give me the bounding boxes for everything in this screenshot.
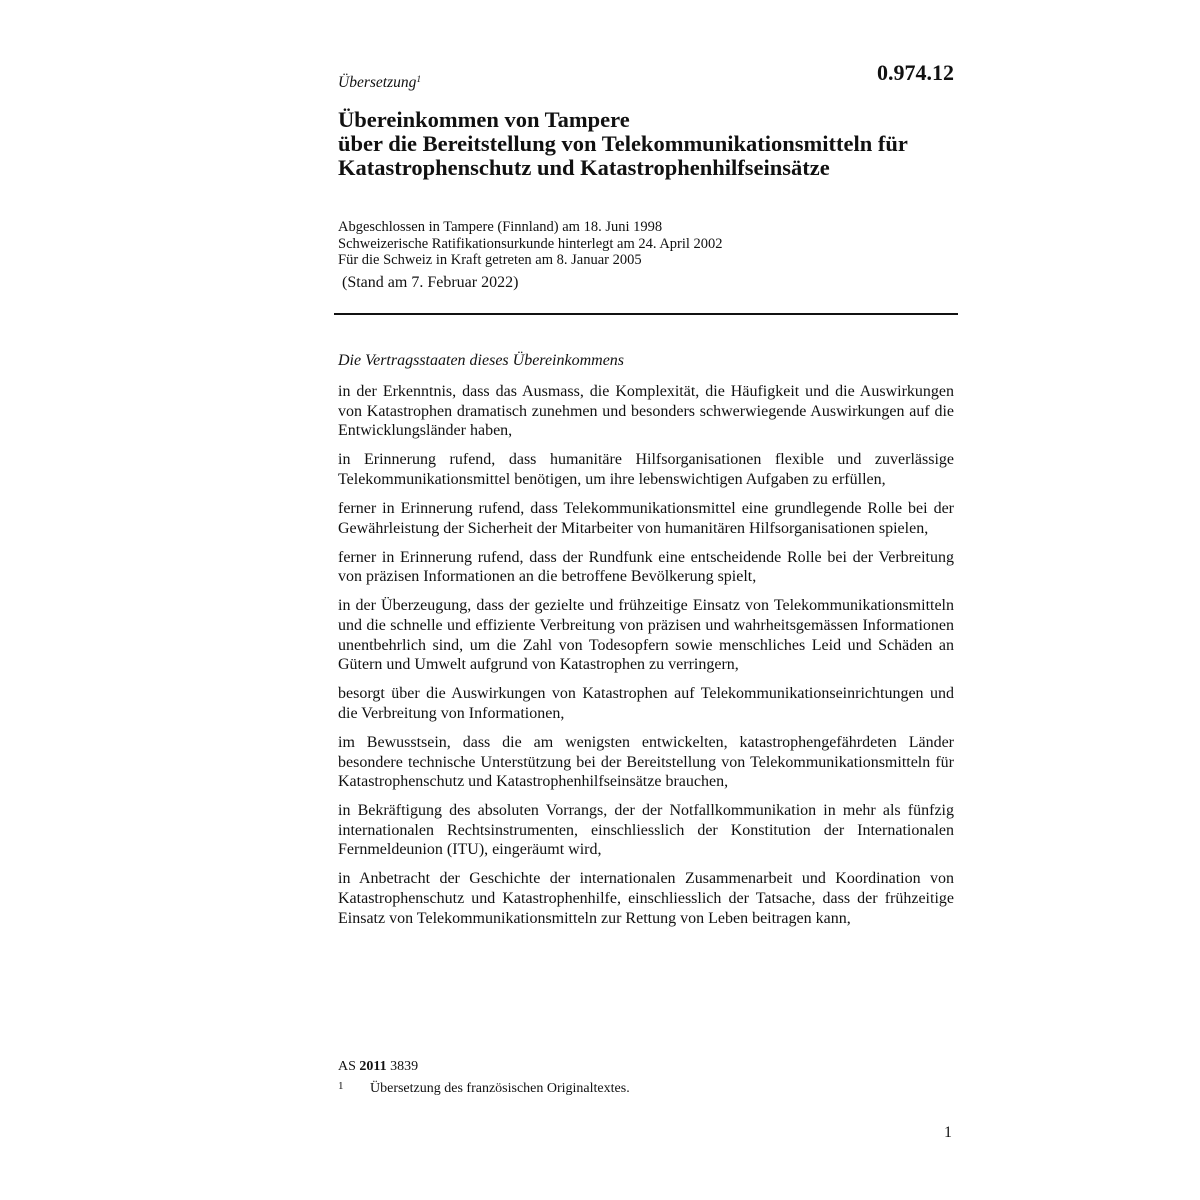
sr-number: 0.974.12 (877, 60, 954, 85)
concluded-date: Abgeschlossen in Tampere (Finnland) am 18. Juni 1998 (338, 219, 663, 235)
preamble-paragraph: in der Überzeugung, dass der gezielte und frühzeitige Einsatz von Telekommunikationsmitteln und die schnelle und effiziente Verbreitung von präzisen und wahrheitsgemässen Informationen unentbehrlich sind, um die Zahl von Todesopfern sowie menschliches Leid und Schäden an Gütern und Umwelt aufgrund von Katastrophen zu verringern, (338, 597, 954, 674)
preamble-paragraph: besorgt über die Auswirkungen von Katastrophen auf Telekommunikationseinrichtungen und die Verbreitung von Informationen, (338, 685, 954, 722)
footnote (338, 1080, 630, 1097)
treaty-metadata (338, 219, 723, 269)
official-collection-reference (338, 1059, 418, 1075)
preamble-paragraph: im Bewusstsein, dass die am wenigsten entwickelten, katastrophengefährdeten Länder besondere technische Unterstützung bei der Bereitstellung von Telekommunikationsmitteln für Katastrophenschutz und Katastrophenhilfseinsätze brauchen, (338, 733, 954, 791)
as-year: 2011 (359, 1059, 387, 1074)
preamble-paragraph: in der Erkenntnis, dass das Ausmass, die Komplexität, die Häufigkeit und die Auswirkungen von Katastrophen dramatisch zunehmen und besonders schwerwiegende Auswirkungen auf die Entwicklungsländer haben, (338, 383, 954, 440)
preamble-paragraph: in Erinnerung rufend, dass humanitäre Hilfsorganisationen flexible und zuverlässige Telekommunikationsmittel benötigen, um ihre lebenswichtigen Aufgaben zu erfüllen, (338, 451, 954, 488)
footnote-number: 1 (338, 1080, 344, 1092)
translation-label (338, 74, 421, 92)
translation-label-text: Übersetzung (338, 74, 417, 91)
status-date: (Stand am 7. Februar 2022) (342, 274, 519, 291)
as-prefix: AS (338, 1059, 356, 1074)
preamble-intro: Die Vertragsstaaten dieses Übereinkommens (338, 352, 625, 369)
entry-into-force-date: Für die Schweiz in Kraft getreten am 8. Januar 2005 (338, 252, 642, 268)
header-divider (334, 313, 958, 315)
preamble-paragraph: in Bekräftigung des absoluten Vorrangs, der der Notfallkommunikation in mehr als fünfzig internationalen Rechtsinstrumenten, einschliesslich der Konstitution der Internationalen Fernmeldeunion (ITU), eingeräumt wird, (338, 802, 954, 859)
preamble-paragraph: ferner in Erinnerung rufend, dass Telekommunikationsmittel eine grundlegende Rolle bei der Gewährleistung der Sicherheit der Mitarbeiter von humanitären Hilfsorganisationen spielen, (338, 499, 954, 537)
document-title (338, 108, 978, 180)
preamble-body (338, 382, 954, 938)
title-line-2: über die Bereitstellung von Telekommunikationsmitteln für (338, 131, 908, 156)
as-page: 3839 (390, 1059, 419, 1074)
page-number: 1 (944, 1124, 952, 1141)
title-line-3: Katastrophenschutz und Katastrophenhilfseinsätze (338, 155, 830, 180)
title-line-1: Übereinkommen von Tampere (338, 107, 630, 132)
footnote-text: Übersetzung des französischen Originaltextes. (370, 1081, 630, 1096)
preamble-paragraph: ferner in Erinnerung rufend, dass der Rundfunk eine entscheidende Rolle bei der Verbreitung von präzisen Informationen an die betroffene Bevölkerung spielt, (338, 548, 954, 586)
footnote-reference[interactable]: 1 (416, 75, 422, 85)
ratification-date: Schweizerische Ratifikationsurkunde hinterlegt am 24. April 2002 (338, 235, 723, 252)
preamble-paragraph: in Anbetracht der Geschichte der internationalen Zusammenarbeit und Koordination von Katastrophenschutz und Katastrophenhilfe, einschliesslich der Tatsache, dass der frühzeitige Einsatz von Telekommunikationsmitteln zur Rettung von Leben beitragen kann, (338, 870, 954, 927)
